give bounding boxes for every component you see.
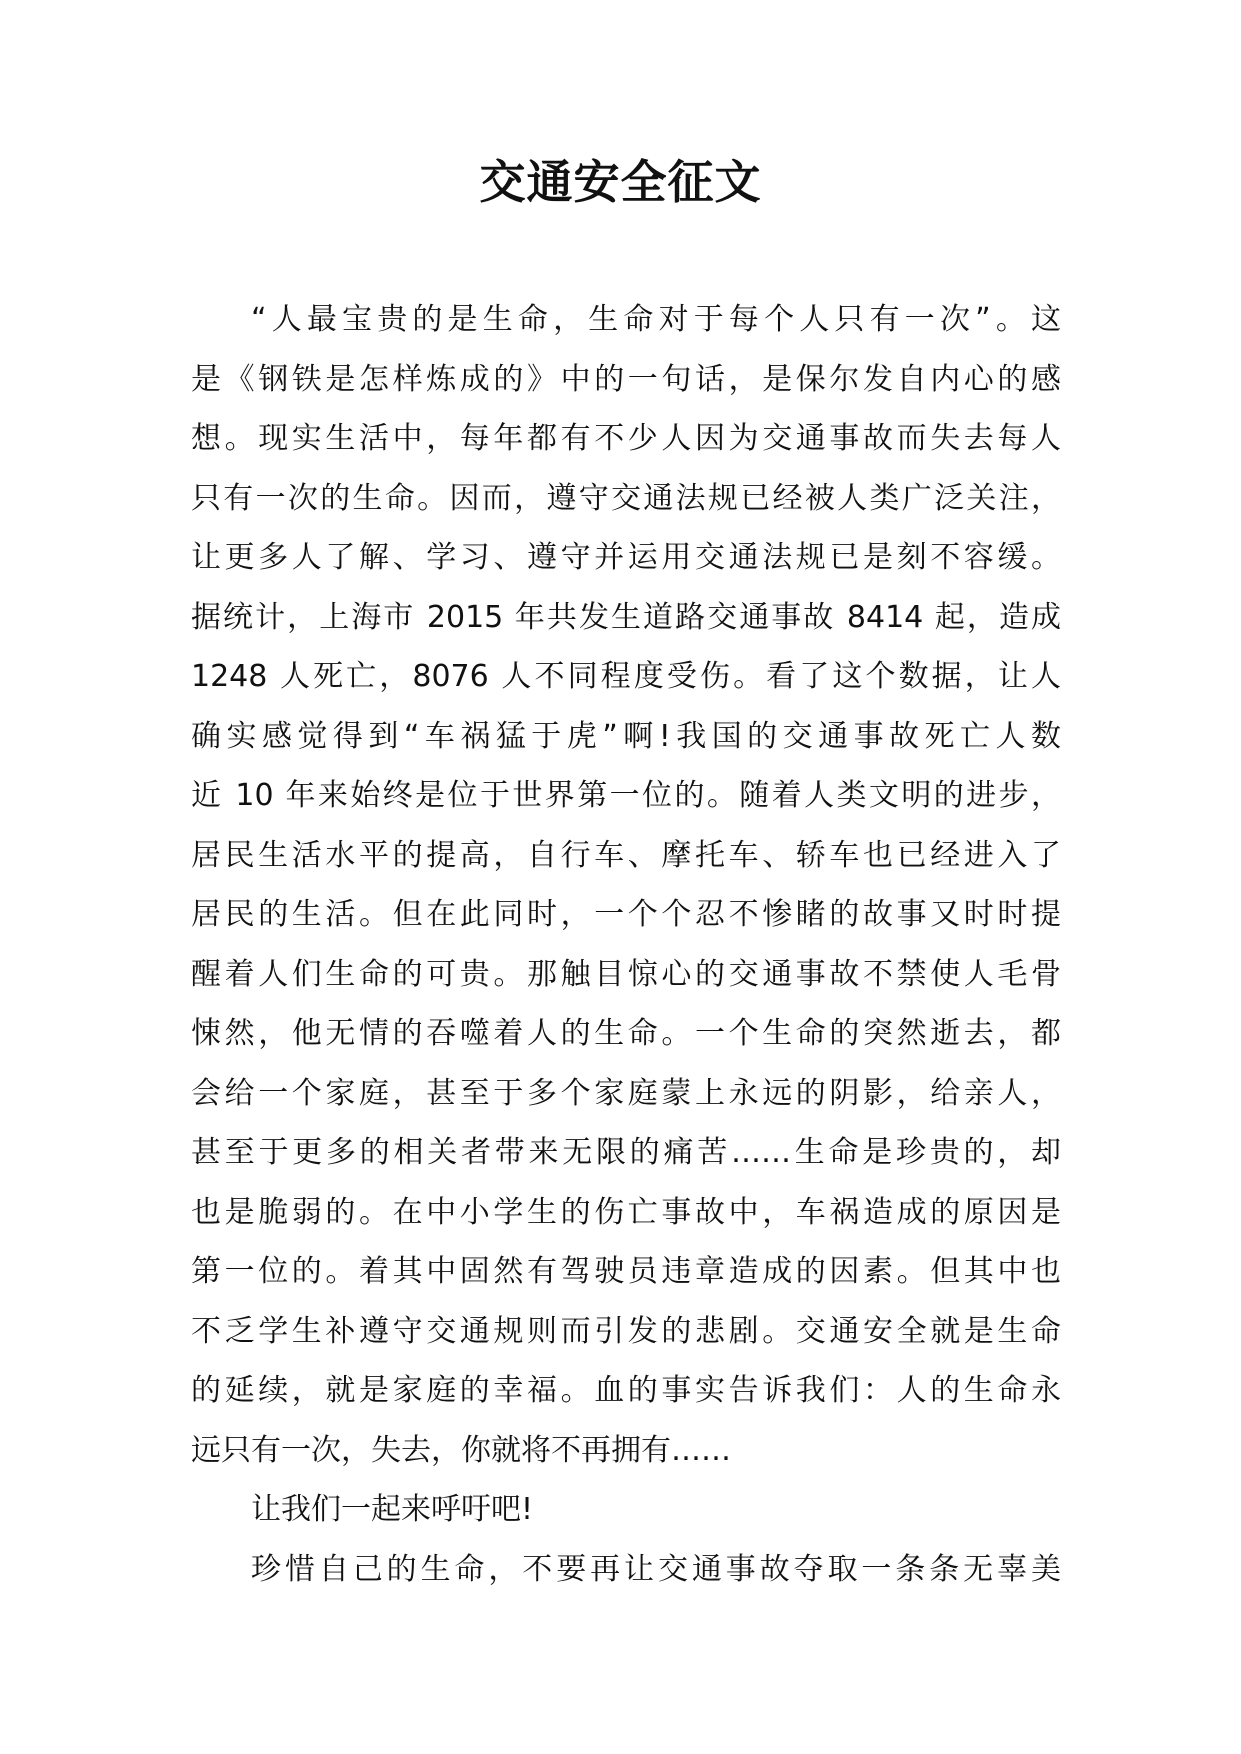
paragraph-3 (191, 1540, 1061, 1600)
text-line: 甚至于更多的相关者带来无限的痛苦……生命是珍贵的，却 (191, 1135, 1061, 1170)
text-line: 不乏学生补遵守交通规则而引发的悲剧。交通安全就是生命 (191, 1313, 1061, 1349)
text-line: 是《钢铁是怎样炼成的》中的一句话，是保尔发自内心的感 (191, 361, 1061, 397)
text-line: 会给一个家庭，甚至于多个家庭蒙上永远的阴影，给亲人， (191, 1075, 1061, 1111)
text-line: 醒着人们生命的可贵。那触目惊心的交通事故不禁使人毛骨 (191, 956, 1061, 992)
text-line: 据统计，上海市 2015 年共发生道路交通事故 8414 起，造成 (191, 599, 1061, 635)
text-line: 只有一次的生命。因而，遵守交通法规已经被人类广泛关注， (191, 480, 1061, 516)
paragraph-2 (191, 1480, 1061, 1540)
text-line: 的延续，就是家庭的幸福。血的事实告诉我们：人的生命永 (191, 1373, 1061, 1408)
text-line: 珍惜自己的生命，不要再让交通事故夺取一条条无辜美 (251, 1551, 1061, 1587)
text-line: 居民的生活。但在此同时，一个个忍不惨睹的故事又时时提 (191, 897, 1061, 932)
text-line: 让我们一起来呼吁吧! (251, 1492, 534, 1527)
text-line: 远只有一次，失去，你就将不再拥有…… (191, 1432, 731, 1468)
document-body (191, 290, 1061, 1599)
paragraph-1 (191, 290, 1061, 1480)
document-title: 交通安全征文 (479, 155, 762, 209)
text-line: “人最宝贵的是生命，生命对于每个人只有一次”。这 (251, 302, 1061, 337)
text-line: 想。现实生活中，每年都有不少人因为交通事故而失去每人 (191, 421, 1061, 456)
text-line: 确实感觉得到“车祸猛于虎”啊!我国的交通事故死亡人数 (191, 718, 1061, 754)
text-line: 居民生活水平的提高，自行车、摩托车、轿车也已经进入了 (191, 837, 1061, 873)
text-line: 让更多人了解、学习、遵守并运用交通法规已是刻不容缓。 (191, 540, 1061, 575)
text-line: 第一位的。着其中固然有驾驶员违章造成的因素。但其中也 (191, 1254, 1061, 1289)
text-line: 悚然，他无情的吞噬着人的生命。一个生命的突然逝去，都 (191, 1016, 1061, 1051)
text-line: 也是脆弱的。在中小学生的伤亡事故中，车祸造成的原因是 (191, 1194, 1061, 1230)
text-line: 近 10 年来始终是位于世界第一位的。随着人类文明的进步， (191, 778, 1061, 813)
text-line: 1248 人死亡，8076 人不同程度受伤。看了这个数据，让人 (191, 659, 1061, 694)
